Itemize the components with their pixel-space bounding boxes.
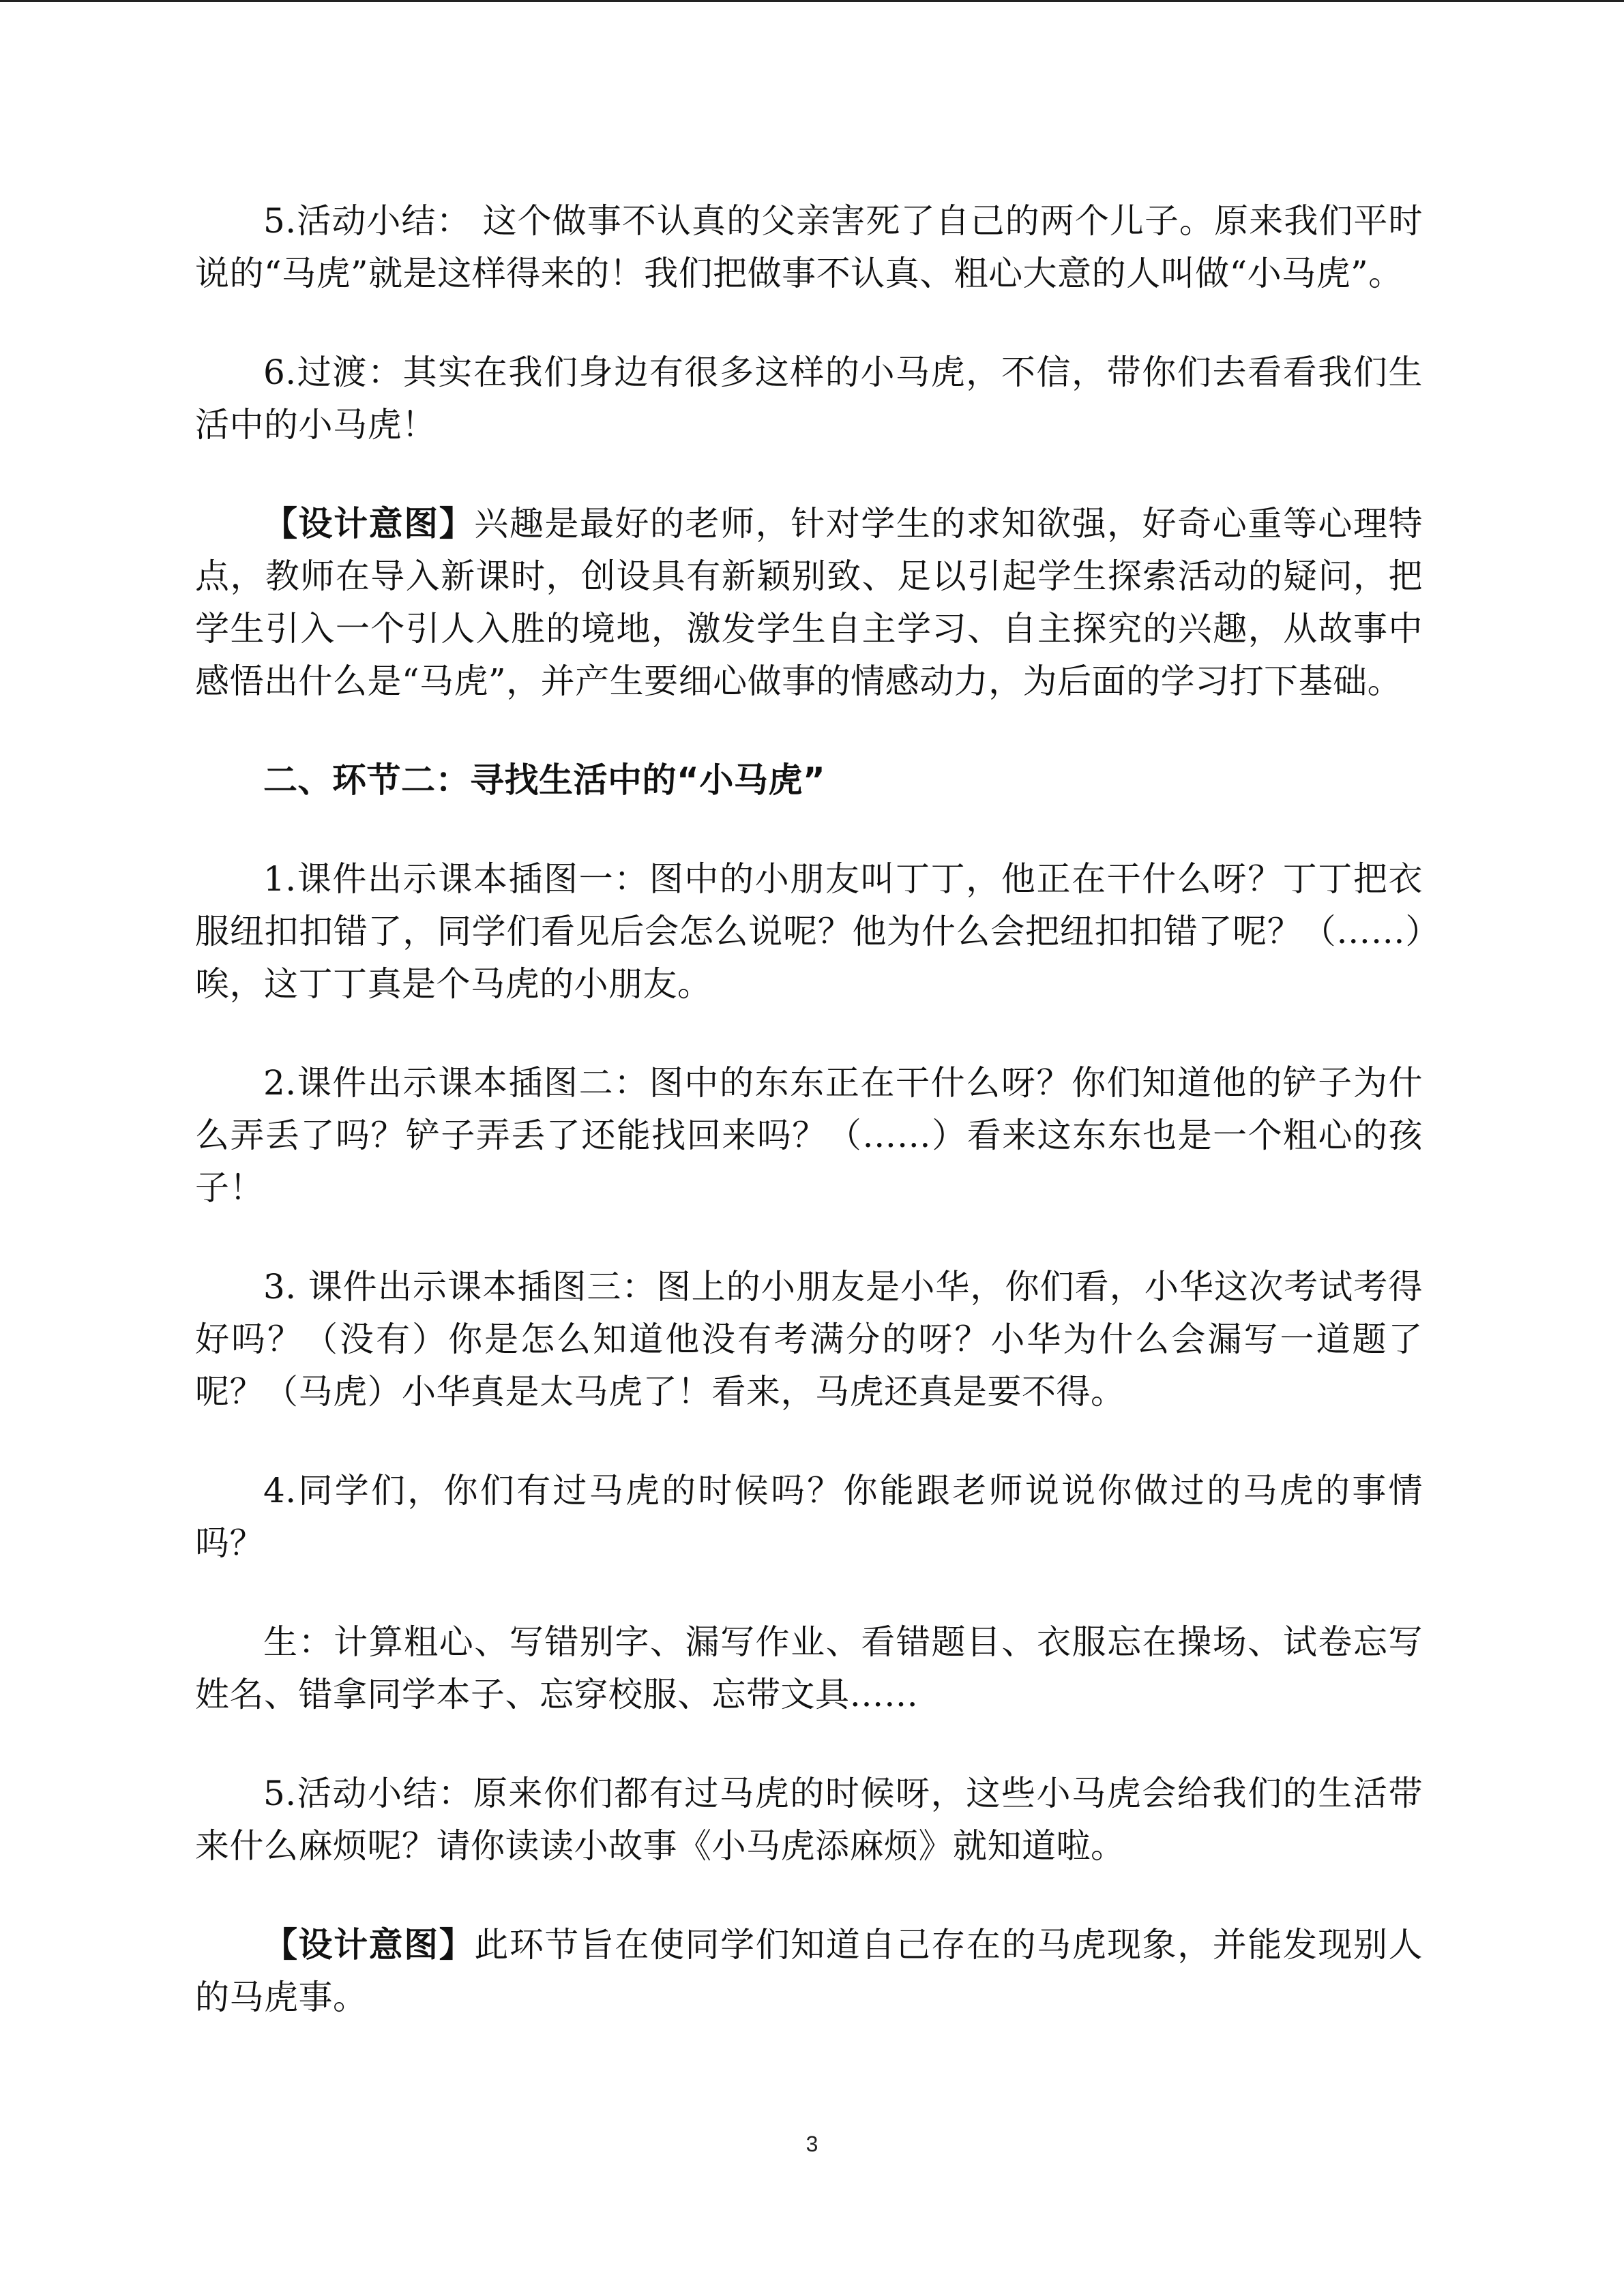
design-intent-tag: 【设计意图】 bbox=[263, 504, 475, 543]
paragraph-illustration-one: 1.课件出示课本插图一：图中的小朋友叫丁丁，他正在干什么呀？丁丁把衣服纽扣扣错了，同学们看见后会怎么说呢？他为什么会把纽扣扣错了呢？（……）唉，这丁丁真是个马虎的小朋友。 bbox=[195, 859, 1423, 1004]
paragraph-activity-summary-1: 5.活动小结： 这个做事不认真的父亲害死了自己的两个儿子。原来我们平时说的“马虎”就是这样得来的！我们把做事不认真、粗心大意的人叫做“小马虎”。 bbox=[195, 201, 1423, 293]
design-intent-text: 兴趣是最好的老师，针对学生的求知欲强，好奇心重等心理特点，教师在导入新课时，创设具有新颖别致、足以引起学生探索活动的疑问，把学生引入一个引人入胜的境地，激发学生自主学习、自主探究的兴趣，从故事中感悟出什么是“马虎”，并产生要细心做事的情感动力，为后面的学习打下基础。 bbox=[195, 504, 1423, 701]
paragraph-design-intent-2 bbox=[195, 1919, 1423, 2024]
top-border-line bbox=[0, 0, 1624, 2]
page-number: 3 bbox=[806, 2132, 818, 2156]
paragraph-illustration-two: 2.课件出示课本插图二：图中的东东正在干什么呀？你们知道他的铲子为什么弄丢了吗？铲子弄丢了还能找回来吗？（……）看来这东东也是一个粗心的孩子！ bbox=[195, 1063, 1423, 1208]
section-heading-step-two: 二、环节二：寻找生活中的“小马虎” bbox=[263, 760, 826, 800]
design-intent-tag: 【设计意图】 bbox=[263, 1925, 475, 1965]
design-intent-text: 此环节旨在使同学们知道自己存在的马虎现象，并能发现别人的马虎事。 bbox=[195, 1925, 1423, 2017]
paragraph-transition: 6.过渡：其实在我们身边有很多这样的小马虎，不信，带你们去看看我们生活中的小马虎！ bbox=[195, 353, 1423, 445]
paragraph-design-intent-1 bbox=[195, 498, 1423, 708]
paragraph-activity-summary-2: 5.活动小结：原来你们都有过马虎的时候呀，这些小马虎会给我们的生活带来什么麻烦呢？请你读读小故事《小马虎添麻烦》就知道啦。 bbox=[195, 1774, 1423, 1866]
paragraph-question: 4.同学们，你们有过马虎的时候吗？你能跟老师说说你做过的马虎的事情吗？ bbox=[195, 1471, 1423, 1563]
paragraph-illustration-three: 3. 课件出示课本插图三：图上的小朋友是小华，你们看，小华这次考试考得好吗？（没有）你是怎么知道他没有考满分的呀？小华为什么会漏写一道题了呢？（马虎）小华真是太马虎了！看来，马虎还真是要不得。 bbox=[195, 1267, 1423, 1412]
paragraph-student-answer: 生：计算粗心、写错别字、漏写作业、看错题目、衣服忘在操场、试卷忘写姓名、错拿同学本子、忘穿校服、忘带文具…… bbox=[195, 1622, 1423, 1714]
document-page bbox=[195, 195, 1423, 2070]
